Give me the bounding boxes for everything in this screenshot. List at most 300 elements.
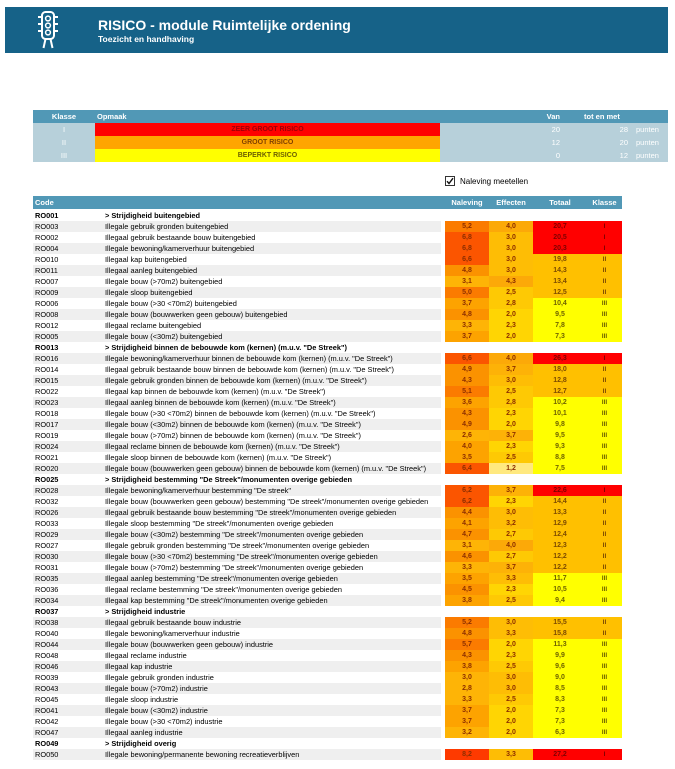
table-row (33, 573, 622, 584)
cell-description: Illegaal kap binnen de bebouwde kom (kernen) (m.u.v. "De Streek") (105, 387, 326, 396)
cell-effecten[interactable]: 4,3 (489, 276, 533, 287)
cell-klasse: II (587, 540, 622, 551)
cell-effecten[interactable]: 2,0 (489, 639, 533, 650)
cell-klasse: II (587, 254, 622, 265)
cell-naleving[interactable]: 4,1 (445, 518, 489, 529)
cell-totaal: 10,4 (533, 298, 587, 309)
cell-effecten[interactable]: 3,0 (489, 265, 533, 276)
cell-totaal: 7,3 (533, 705, 587, 716)
legend-header-klasse: Klasse (51, 112, 77, 121)
cell-description: Illegale gebruik gronden bestemming "De streek"/monumenten overige gebieden (105, 541, 370, 550)
cell-totaal: 9,5 (533, 309, 587, 320)
cell-code: RO037 (33, 606, 105, 617)
table-row (33, 309, 622, 320)
cell-code: RO026 (33, 507, 105, 518)
cell-description: Illegale sloop industrie (105, 695, 179, 704)
cell-code: RO007 (35, 277, 59, 286)
cell-code: RO013 (33, 342, 105, 353)
cell-naleving[interactable]: 4,3 (445, 650, 489, 661)
cell-code: RO016 (33, 353, 105, 364)
cell-effecten[interactable]: 3,0 (489, 507, 533, 518)
cell-naleving[interactable]: 3,6 (445, 397, 489, 408)
cell-code: RO034 (33, 595, 105, 606)
cell-description: > Strijdigheid binnen de bebouwde kom (kernen) (m.u.v. "De Streek") (105, 342, 441, 353)
cell-totaal: 8,5 (533, 683, 587, 694)
cell-effecten[interactable]: 2,8 (489, 298, 533, 309)
cell-naleving[interactable]: 3,8 (445, 661, 489, 672)
column-header-effecten: Effecten (496, 198, 526, 207)
cell-totaal: 10,5 (533, 584, 587, 595)
legend-klasse: II (61, 138, 67, 147)
cell-naleving[interactable]: 3,7 (445, 331, 489, 342)
legend-header-tot-en-met: tot en met (584, 112, 620, 121)
cell-naleving[interactable]: 5,2 (445, 617, 489, 628)
table-row (33, 254, 622, 265)
cell-naleving[interactable]: 4,3 (445, 375, 489, 386)
cell-klasse: II (587, 507, 622, 518)
cell-naleving[interactable]: 3,7 (445, 705, 489, 716)
cell-description: > Strijdigheid buitengebied (105, 210, 441, 221)
cell-klasse: III (587, 573, 622, 584)
cell-description: Illegale bewoning/kamerverhuur industrie (105, 629, 240, 638)
cell-totaal: 7,5 (533, 463, 587, 474)
cell-code: RO010 (35, 255, 59, 264)
cell-naleving[interactable]: 4,8 (445, 265, 489, 276)
cell-description: Illegale gebruik gronden buitengebied (105, 221, 441, 232)
table-row (33, 595, 622, 606)
cell-totaal: 7,3 (533, 331, 587, 342)
cell-description: Illegale bouw (>70m2) buitengebied (105, 277, 223, 286)
cell-code: RO014 (35, 365, 59, 374)
cell-code: RO009 (33, 287, 105, 298)
cell-naleving[interactable]: 3,1 (445, 540, 489, 551)
cell-effecten[interactable]: 3,0 (489, 254, 533, 265)
cell-code: RO002 (35, 233, 59, 242)
cell-naleving[interactable]: 2,8 (445, 683, 489, 694)
cell-effecten[interactable]: 4,0 (489, 353, 533, 364)
table-row (33, 419, 622, 430)
table-row (33, 727, 622, 738)
table-row (33, 485, 622, 496)
cell-description: Illegale gebruik gronden industrie (105, 673, 214, 682)
cell-klasse: III (587, 705, 622, 716)
cell-code: RO032 (35, 497, 59, 506)
cell-effecten[interactable]: 1,2 (489, 463, 533, 474)
cell-code: RO008 (33, 309, 105, 320)
cell-klasse: I (587, 353, 622, 364)
cell-description: Illegaal gebruik bestaande bouw binnen de bebouwde kom (kernen) (m.u.v. "De Streek") (105, 365, 394, 374)
cell-effecten[interactable]: 2,3 (489, 496, 533, 507)
cell-effecten[interactable]: 2,0 (489, 309, 533, 320)
table-row (33, 540, 622, 551)
legend-row (33, 123, 668, 136)
cell-effecten[interactable]: 2,7 (489, 529, 533, 540)
cell-effecten[interactable]: 2,3 (489, 584, 533, 595)
cell-naleving[interactable]: 3,3 (445, 320, 489, 331)
cell-klasse: III (587, 683, 622, 694)
cell-klasse: II (587, 375, 622, 386)
naleving-meetellen-control (445, 176, 528, 186)
legend-klasse: I (62, 125, 66, 134)
cell-code: RO006 (35, 299, 59, 308)
cell-description: Illegale bouw (>70m2) industrie (105, 683, 441, 694)
table-row (33, 683, 622, 694)
table-row (33, 243, 622, 254)
cell-naleving[interactable]: 3,0 (445, 672, 489, 683)
table-row (33, 463, 622, 474)
cell-description: Illegaal reclame binnen de bebouwde kom (kernen) (m.u.v. "De Streek") (105, 441, 441, 452)
table-row (33, 276, 622, 287)
cell-klasse: II (587, 386, 622, 397)
table-row (33, 441, 622, 452)
cell-totaal: 11,3 (533, 639, 587, 650)
cell-description: Illegale bouw (>70m2) binnen de bebouwde kom (kernen) (m.u.v. "De Streek") (105, 431, 361, 440)
cell-klasse: II (587, 551, 622, 562)
cell-naleving[interactable]: 3,5 (445, 452, 489, 463)
cell-effecten[interactable]: 3,0 (489, 672, 533, 683)
cell-code: RO038 (33, 617, 105, 628)
column-header-naleving: Naleving (451, 198, 483, 207)
table-row (33, 716, 622, 727)
cell-code: RO017 (33, 419, 105, 430)
cell-code: RO023 (33, 397, 105, 408)
cell-effecten[interactable]: 3,0 (489, 375, 533, 386)
cell-code: RO021 (35, 453, 59, 462)
cell-code: RO035 (33, 573, 105, 584)
cell-code: RO029 (33, 529, 105, 540)
cell-description: Illegale sloop buitengebied (105, 287, 441, 298)
cell-description: Illegaal aanleg buitengebied (105, 265, 441, 276)
cell-code: RO003 (33, 221, 105, 232)
cell-description: Illegaal gebruik bestaande bouw bestemming "De streek"/monumenten overige gebieden (105, 507, 441, 518)
cell-description: Illegale bouw (<30m2) bestemming "De streek"/monumenten overige gebieden (105, 529, 441, 540)
cell-totaal: 9,6 (533, 661, 587, 672)
cell-totaal: 13,4 (533, 276, 587, 287)
cell-effecten[interactable]: 2,5 (489, 661, 533, 672)
section-row (33, 342, 622, 353)
cell-effecten[interactable]: 2,0 (489, 331, 533, 342)
cell-klasse: II (587, 617, 622, 628)
cell-naleving[interactable]: 4,5 (445, 584, 489, 595)
cell-effecten[interactable]: 2,5 (489, 386, 533, 397)
section-row (33, 474, 622, 485)
cell-effecten[interactable]: 3,3 (489, 628, 533, 639)
cell-totaal: 9,9 (533, 650, 587, 661)
cell-naleving[interactable]: 5,7 (445, 639, 489, 650)
cell-klasse: III (587, 309, 622, 320)
cell-description: Illegale bouw (<30m2) buitengebied (105, 331, 441, 342)
table-row (33, 287, 622, 298)
cell-code: RO025 (33, 474, 105, 485)
legend-format-cell: GROOT RISICO (95, 136, 440, 149)
cell-klasse: I (587, 221, 622, 232)
cell-code: RO019 (35, 431, 59, 440)
cell-naleving[interactable]: 3,8 (445, 595, 489, 606)
cell-totaal: 27,2 (533, 749, 587, 760)
legend-row (33, 136, 668, 149)
cell-totaal: 12,2 (533, 551, 587, 562)
table-row (33, 221, 622, 232)
cell-klasse: III (587, 463, 622, 474)
table-row (33, 386, 622, 397)
cell-klasse: III (587, 419, 622, 430)
table-row (33, 705, 622, 716)
cell-effecten[interactable]: 2,0 (489, 705, 533, 716)
cell-description: Illegaal aanleg industrie (105, 727, 441, 738)
cell-klasse: II (587, 562, 622, 573)
cell-effecten[interactable]: 2,7 (489, 551, 533, 562)
cell-description: > Strijdigheid overig (105, 738, 441, 749)
cell-totaal: 6,3 (533, 727, 587, 738)
cell-description: Illegaal reclame bestemming "De streek"/monumenten overige gebieden (105, 585, 342, 594)
cell-naleving[interactable]: 5,2 (445, 221, 489, 232)
cell-totaal: 12,8 (533, 375, 587, 386)
legend-van-value: 20 (551, 125, 560, 134)
cell-naleving[interactable]: 4,4 (445, 507, 489, 518)
legend-unit-label: punten (636, 138, 659, 147)
cell-naleving[interactable]: 6,6 (445, 254, 489, 265)
cell-description: Illegaal kap bestemming "De streek"/monumenten overige gebieden (105, 595, 441, 606)
cell-effecten[interactable]: 2,3 (489, 650, 533, 661)
cell-klasse: III (587, 661, 622, 672)
cell-effecten[interactable]: 3,3 (489, 573, 533, 584)
legend-row (33, 149, 668, 162)
cell-totaal: 20,5 (533, 232, 587, 243)
cell-description: Illegale sloop binnen de bebouwde kom (kernen) (m.u.v. "De Streek") (105, 453, 332, 462)
cell-code: RO048 (35, 651, 59, 660)
legend-unit-label: punten (636, 125, 659, 134)
cell-code: RO030 (33, 551, 105, 562)
cell-totaal: 11,7 (533, 573, 587, 584)
naleving-meetellen-checkbox[interactable] (445, 176, 455, 186)
cell-effecten[interactable]: 2,3 (489, 320, 533, 331)
legend-format-cell: ZEER GROOT RISICO (95, 123, 440, 136)
table-row (33, 518, 622, 529)
legend-header-van: Van (546, 112, 560, 121)
cell-klasse: I (587, 243, 622, 254)
cell-naleving[interactable]: 3,3 (445, 694, 489, 705)
cell-naleving[interactable]: 3,3 (445, 562, 489, 573)
cell-naleving[interactable]: 4,9 (445, 364, 489, 375)
cell-effecten[interactable]: 2,5 (489, 595, 533, 606)
cell-code: RO036 (35, 585, 59, 594)
cell-totaal: 10,1 (533, 408, 587, 419)
cell-klasse: I (587, 232, 622, 243)
legend-klasse: III (60, 151, 68, 160)
risk-class-legend (33, 110, 668, 162)
cell-effecten[interactable]: 2,0 (489, 716, 533, 727)
column-header-totaal: Totaal (549, 198, 571, 207)
cell-naleving[interactable]: 4,3 (445, 408, 489, 419)
cell-naleving[interactable]: 3,1 (445, 276, 489, 287)
cell-code: RO041 (33, 705, 105, 716)
cell-naleving[interactable]: 3,5 (445, 573, 489, 584)
cell-effecten[interactable]: 3,2 (489, 518, 533, 529)
cell-klasse: III (587, 320, 622, 331)
cell-klasse: III (587, 595, 622, 606)
cell-description: Illegale bouw (<30m2) industrie (105, 705, 441, 716)
cell-totaal: 9,3 (533, 441, 587, 452)
cell-naleving[interactable]: 5,1 (445, 386, 489, 397)
cell-totaal: 14,3 (533, 265, 587, 276)
section-row (33, 606, 622, 617)
cell-klasse: III (587, 441, 622, 452)
table-row (33, 331, 622, 342)
cell-code: RO005 (33, 331, 105, 342)
cell-effecten[interactable]: 3,3 (489, 749, 533, 760)
table-row (33, 430, 622, 441)
cell-description: Illegaal aanleg binnen de bebouwde kom (kernen) (m.u.v. "De Streek") (105, 397, 441, 408)
table-row (33, 650, 622, 661)
cell-totaal: 9,4 (533, 595, 587, 606)
section-row (33, 738, 622, 749)
cell-naleving[interactable]: 2,6 (445, 430, 489, 441)
cell-totaal: 9,5 (533, 430, 587, 441)
cell-effecten[interactable]: 3,7 (489, 485, 533, 496)
cell-klasse: III (587, 694, 622, 705)
cell-code: RO004 (33, 243, 105, 254)
cell-effecten[interactable]: 2,5 (489, 452, 533, 463)
cell-effecten[interactable]: 3,7 (489, 430, 533, 441)
legend-header-row (33, 110, 668, 123)
cell-totaal: 26,3 (533, 353, 587, 364)
cell-code: RO028 (33, 485, 105, 496)
cell-description: Illegaal gebruik bestaande bouw industrie (105, 617, 441, 628)
table-row (33, 353, 622, 364)
cell-effecten[interactable]: 3,0 (489, 683, 533, 694)
table-row (33, 320, 622, 331)
cell-naleving[interactable]: 6,2 (445, 496, 489, 507)
cell-naleving[interactable]: 8,2 (445, 749, 489, 760)
cell-naleving[interactable]: 3,2 (445, 727, 489, 738)
cell-naleving[interactable]: 4,7 (445, 529, 489, 540)
cell-totaal: 12,3 (533, 540, 587, 551)
table-row (33, 496, 622, 507)
cell-description: Illegaal reclame buitengebied (105, 321, 202, 330)
legend-tot-value: 28 (619, 125, 628, 134)
legend-unit-label: punten (636, 151, 659, 160)
legend-header-opmaak: Opmaak (97, 112, 127, 121)
cell-klasse: III (587, 716, 622, 727)
cell-totaal: 10,2 (533, 397, 587, 408)
cell-effecten[interactable]: 3,7 (489, 562, 533, 573)
cell-klasse: III (587, 650, 622, 661)
cell-effecten[interactable]: 2,8 (489, 397, 533, 408)
cell-naleving[interactable]: 4,6 (445, 551, 489, 562)
cell-totaal: 7,8 (533, 320, 587, 331)
table-row (33, 298, 622, 309)
cell-description: Illegaal gebruik bestaande bouw buitengebied (105, 233, 256, 242)
cell-effecten[interactable]: 2,0 (489, 419, 533, 430)
table-row (33, 265, 622, 276)
cell-effecten[interactable]: 2,3 (489, 441, 533, 452)
cell-totaal: 20,3 (533, 243, 587, 254)
cell-naleving[interactable]: 6,2 (445, 485, 489, 496)
cell-klasse: II (587, 496, 622, 507)
cell-description: Illegaal aanleg bestemming "De streek"/monumenten overige gebieden (105, 573, 441, 584)
cell-klasse: II (587, 276, 622, 287)
cell-code: RO031 (35, 563, 59, 572)
cell-naleving[interactable]: 3,7 (445, 716, 489, 727)
cell-code: RO033 (35, 519, 59, 528)
cell-naleving[interactable]: 3,7 (445, 298, 489, 309)
table-row (33, 672, 622, 683)
cell-naleving[interactable]: 5,0 (445, 287, 489, 298)
table-row (33, 617, 622, 628)
cell-code: RO047 (33, 727, 105, 738)
traffic-light-icon (34, 10, 62, 50)
cell-naleving[interactable]: 4,9 (445, 419, 489, 430)
cell-naleving[interactable]: 6,8 (445, 232, 489, 243)
cell-totaal: 8,8 (533, 452, 587, 463)
cell-effecten[interactable]: 4,0 (489, 540, 533, 551)
cell-effecten[interactable]: 3,0 (489, 243, 533, 254)
cell-naleving[interactable]: 4,0 (445, 441, 489, 452)
cell-code: RO043 (33, 683, 105, 694)
cell-effecten[interactable]: 2,3 (489, 408, 533, 419)
cell-description: Illegale bewoning/kamerverhuur binnen de bebouwde kom (kernen) (m.u.v. "De Streek") (105, 353, 441, 364)
table-row (33, 661, 622, 672)
cell-klasse: I (587, 485, 622, 496)
page-title: RISICO - module Ruimtelijke ordening (98, 16, 351, 33)
table-row (33, 551, 622, 562)
cell-naleving[interactable]: 4,8 (445, 309, 489, 320)
cell-totaal: 12,7 (533, 386, 587, 397)
cell-totaal: 13,3 (533, 507, 587, 518)
cell-effecten[interactable]: 3,0 (489, 617, 533, 628)
cell-code: RO046 (33, 661, 105, 672)
cell-effecten[interactable]: 3,0 (489, 232, 533, 243)
table-row (33, 408, 622, 419)
table-row (33, 694, 622, 705)
cell-klasse: II (587, 364, 622, 375)
cell-effecten[interactable]: 4,0 (489, 221, 533, 232)
cell-totaal: 12,9 (533, 518, 587, 529)
cell-totaal: 15,5 (533, 617, 587, 628)
cell-naleving[interactable]: 6,8 (445, 243, 489, 254)
cell-effecten[interactable]: 2,0 (489, 727, 533, 738)
table-row (33, 639, 622, 650)
cell-description: > Strijdigheid bestemming "De Streek"/monumenten overige gebieden (105, 474, 441, 485)
cell-effecten[interactable]: 2,5 (489, 287, 533, 298)
cell-klasse: III (587, 639, 622, 650)
table-row (33, 584, 622, 595)
cell-klasse: III (587, 298, 622, 309)
risk-table-body (33, 210, 622, 760)
section-row (33, 210, 622, 221)
cell-totaal: 18,0 (533, 364, 587, 375)
cell-description: Illegale bouw (>30 <70m2) bestemming "De streek"/monumenten overige gebieden (105, 551, 441, 562)
cell-naleving[interactable]: 6,6 (445, 353, 489, 364)
cell-code: RO049 (33, 738, 105, 749)
legend-van-value: 0 (555, 151, 560, 160)
cell-code: RO018 (35, 409, 59, 418)
cell-naleving[interactable]: 6,4 (445, 463, 489, 474)
cell-effecten[interactable]: 3,7 (489, 364, 533, 375)
cell-effecten[interactable]: 2,5 (489, 694, 533, 705)
table-row (33, 628, 622, 639)
legend-van-value: 12 (551, 138, 560, 147)
cell-naleving[interactable]: 4,8 (445, 628, 489, 639)
cell-klasse: III (587, 430, 622, 441)
table-row (33, 452, 622, 463)
cell-code: RO045 (35, 695, 59, 704)
cell-klasse: III (587, 584, 622, 595)
cell-totaal: 8,3 (533, 694, 587, 705)
cell-totaal: 12,2 (533, 562, 587, 573)
cell-code: RO022 (35, 387, 59, 396)
cell-description: Illegale bouw (bouwwerken geen gebouw) bestemming "De streek"/monumenten overige gebieden (105, 497, 429, 506)
